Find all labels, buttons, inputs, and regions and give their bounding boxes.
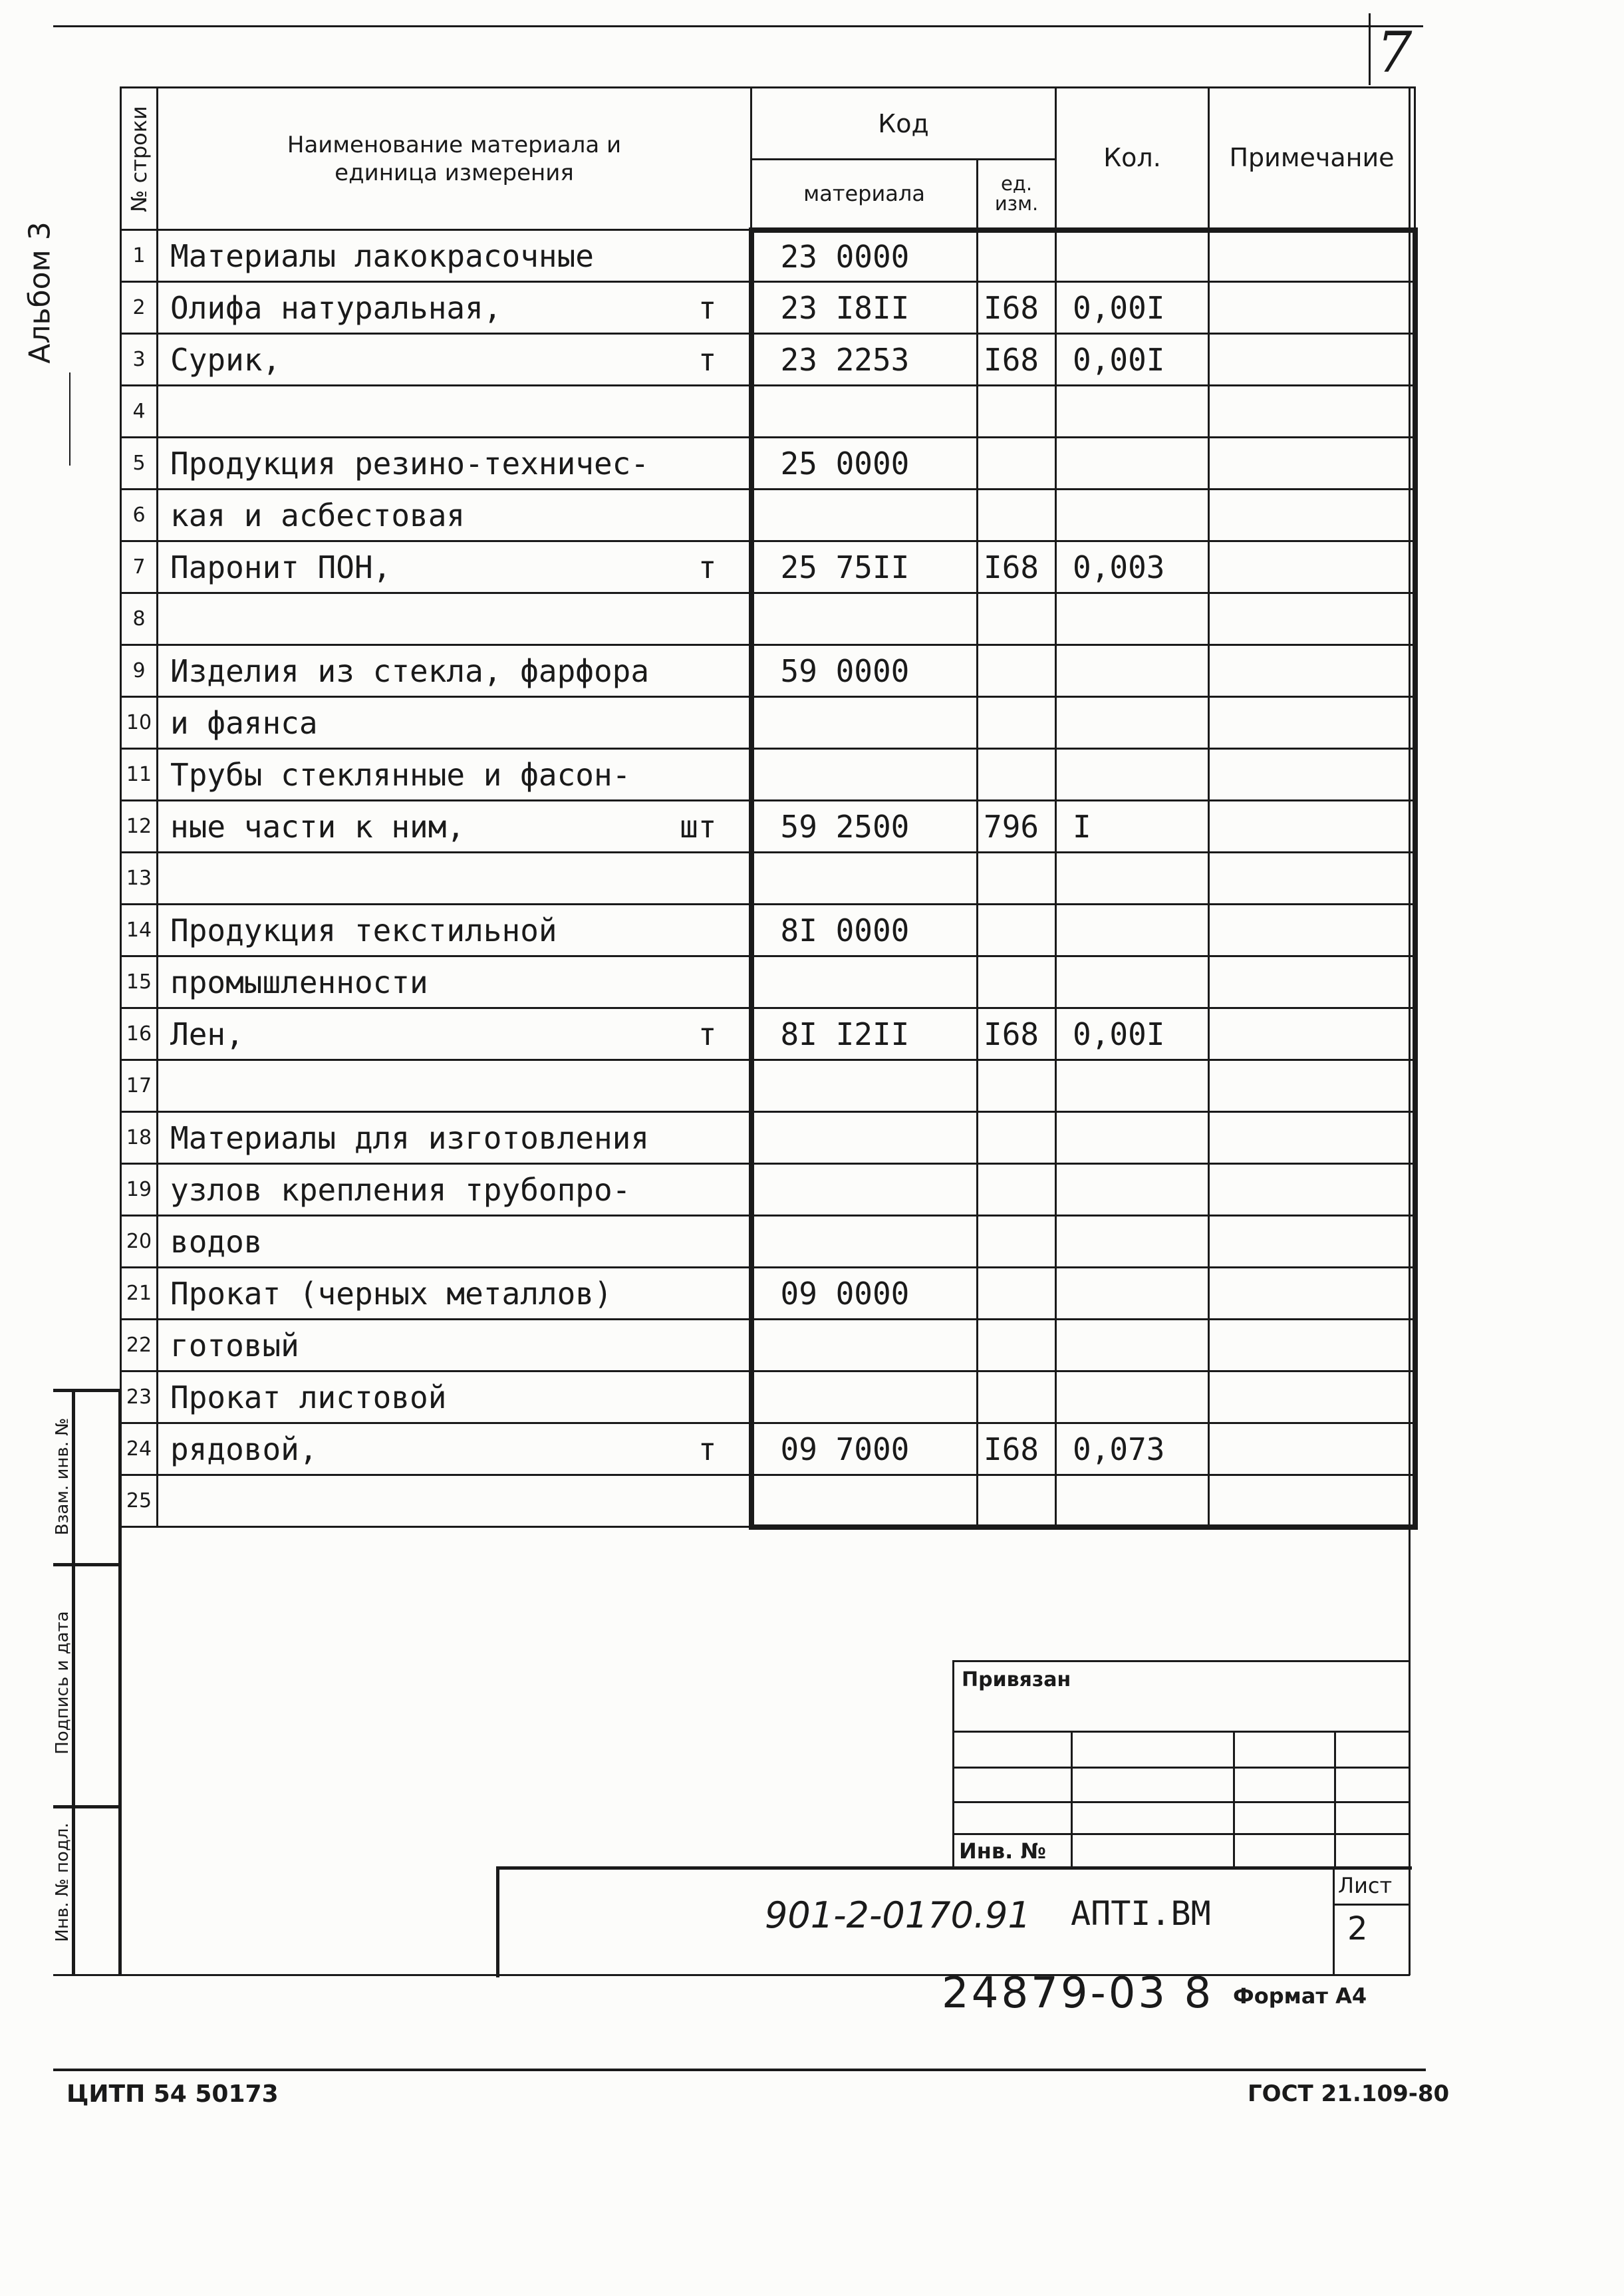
quantity: 0,00I <box>1056 282 1209 334</box>
material-name: водов <box>170 1223 263 1260</box>
material-code: 23 I8II <box>751 282 978 334</box>
row-number: 1 <box>121 230 158 282</box>
privyazan-col-2 <box>1233 1731 1235 1868</box>
note <box>1209 1216 1415 1268</box>
unit-code <box>978 1268 1056 1320</box>
row-number: 11 <box>121 749 158 801</box>
material-code <box>751 386 978 438</box>
material-unit: т <box>698 549 717 585</box>
row-number: 8 <box>121 593 158 645</box>
material-name: Продукция резино-техничес- <box>170 445 650 482</box>
material-code <box>751 697 978 749</box>
material-code <box>751 490 978 541</box>
quantity <box>1056 697 1209 749</box>
material-name: промышленности <box>170 964 428 1000</box>
material-code: 8I 0000 <box>751 905 978 956</box>
list-value: 2 <box>1347 1910 1368 1947</box>
row-number: 22 <box>121 1320 158 1371</box>
note <box>1209 1112 1415 1164</box>
unit-code: 796 <box>978 801 1056 853</box>
side-stamp-podpis: Подпись и дата <box>53 1611 72 1755</box>
material-code <box>751 593 978 645</box>
privyazan-row-4 <box>952 1833 1409 1835</box>
table-row <box>121 1060 1415 1112</box>
material-name-cell <box>158 593 751 645</box>
album-label: Альбом 3 <box>23 221 57 364</box>
unit-code: I68 <box>978 282 1056 334</box>
quantity <box>1056 593 1209 645</box>
header-note: Примечание <box>1209 88 1415 230</box>
unit-code <box>978 1475 1056 1527</box>
note <box>1209 438 1415 490</box>
privyazan-row-2 <box>952 1767 1409 1769</box>
material-name-cell <box>158 749 751 801</box>
material-name: Трубы стеклянные и фасон- <box>170 756 631 793</box>
document-code: 901-2-0170.91 <box>765 1894 1031 1936</box>
note <box>1209 1320 1415 1371</box>
quantity <box>1056 1268 1209 1320</box>
table-row <box>121 1112 1415 1164</box>
material-name: узлов крепления трубопро- <box>170 1171 631 1208</box>
note <box>1209 1475 1415 1527</box>
unit-code: I68 <box>978 541 1056 593</box>
material-code: 23 2253 <box>751 334 978 386</box>
quantity <box>1056 386 1209 438</box>
quantity: 0,003 <box>1056 541 1209 593</box>
list-label: Лист <box>1338 1873 1393 1898</box>
table-row <box>121 490 1415 541</box>
table-row <box>121 230 1415 282</box>
quantity <box>1056 490 1209 541</box>
quantity <box>1056 1216 1209 1268</box>
material-name: Прокат (черных металлов) <box>170 1275 612 1312</box>
material-code: 09 0000 <box>751 1268 978 1320</box>
row-number: 15 <box>121 956 158 1008</box>
material-name-cell <box>158 853 751 905</box>
material-name-cell <box>158 697 751 749</box>
material-unit: т <box>698 1431 717 1467</box>
top-border-line <box>53 25 1423 27</box>
table-row <box>121 801 1415 853</box>
note <box>1209 1060 1415 1112</box>
table-row <box>121 905 1415 956</box>
material-name-cell <box>158 386 751 438</box>
unit-code <box>978 1216 1056 1268</box>
material-name-cell <box>158 1268 751 1320</box>
material-code: 59 0000 <box>751 645 978 697</box>
material-name: кая и асбестовая <box>170 497 466 533</box>
unit-code: I68 <box>978 1008 1056 1060</box>
quantity <box>1056 749 1209 801</box>
table-row <box>121 853 1415 905</box>
material-code <box>751 1164 978 1216</box>
quantity <box>1056 645 1209 697</box>
note <box>1209 645 1415 697</box>
table-row <box>121 334 1415 386</box>
note <box>1209 334 1415 386</box>
unit-code <box>978 645 1056 697</box>
material-code <box>751 853 978 905</box>
material-name-cell <box>158 334 751 386</box>
unit-code <box>978 1164 1056 1216</box>
unit-code <box>978 905 1056 956</box>
quantity <box>1056 1320 1209 1371</box>
material-name-cell <box>158 1423 751 1475</box>
unit-code <box>978 230 1056 282</box>
list-box-left <box>1333 1866 1335 1974</box>
materials-table-body <box>121 230 1415 1527</box>
note <box>1209 593 1415 645</box>
table-row <box>121 697 1415 749</box>
material-name-cell <box>158 1216 751 1268</box>
material-unit: т <box>698 1016 717 1052</box>
material-code: 8I I2II <box>751 1008 978 1060</box>
unit-code <box>978 438 1056 490</box>
material-name-cell <box>158 282 751 334</box>
note <box>1209 490 1415 541</box>
table-row <box>121 1320 1415 1371</box>
row-number: 7 <box>121 541 158 593</box>
archive-number: 24879-03 8 <box>942 1969 1214 2018</box>
side-stamp-outer-line <box>118 1390 122 1975</box>
material-name: Лен, <box>170 1016 244 1052</box>
note <box>1209 230 1415 282</box>
row-number: 13 <box>121 853 158 905</box>
privyazan-row-3 <box>952 1801 1409 1803</box>
unit-code <box>978 1060 1056 1112</box>
table-row <box>121 956 1415 1008</box>
album-side-mark <box>69 372 70 466</box>
header-unit-code: ед. изм. <box>978 160 1056 230</box>
table-row <box>121 282 1415 334</box>
note <box>1209 1164 1415 1216</box>
material-name-cell <box>158 438 751 490</box>
quantity <box>1056 905 1209 956</box>
material-name: Паронит ПОН, <box>170 549 392 585</box>
unit-code <box>978 1112 1056 1164</box>
header-quantity: Кол. <box>1056 88 1209 230</box>
unit-code <box>978 490 1056 541</box>
unit-code <box>978 593 1056 645</box>
material-code <box>751 1320 978 1371</box>
privyazan-col-1 <box>1071 1731 1073 1868</box>
note <box>1209 956 1415 1008</box>
material-unit: шт <box>680 808 717 845</box>
table-row <box>121 1268 1415 1320</box>
material-name: рядовой, <box>170 1431 318 1467</box>
quantity <box>1056 1475 1209 1527</box>
material-unit: т <box>698 289 717 326</box>
unit-code <box>978 386 1056 438</box>
unit-code <box>978 749 1056 801</box>
footer-left-code: ЦИТП 54 50173 <box>67 2081 279 2108</box>
row-number: 14 <box>121 905 158 956</box>
material-code <box>751 749 978 801</box>
side-stamp-top <box>53 1389 120 1392</box>
row-number: 9 <box>121 645 158 697</box>
header-material-code: материала <box>751 160 978 230</box>
side-stamp-vzam: Взам. инв. № <box>53 1417 72 1536</box>
footer-line <box>53 2069 1426 2071</box>
material-name-cell <box>158 956 751 1008</box>
table-row <box>121 438 1415 490</box>
material-code: 25 75II <box>751 541 978 593</box>
material-name-cell <box>158 1164 751 1216</box>
material-name-cell <box>158 1371 751 1423</box>
header-material-name: Наименование материала и единица измерения <box>158 88 751 230</box>
table-row <box>121 593 1415 645</box>
material-name: и фаянса <box>170 704 318 741</box>
material-code <box>751 1371 978 1423</box>
materials-table <box>120 86 1418 1530</box>
table-row <box>121 1371 1415 1423</box>
material-name: Прокат листовой <box>170 1379 447 1415</box>
material-code <box>751 1060 978 1112</box>
unit-code: I68 <box>978 1423 1056 1475</box>
format-label: Формат А4 <box>1233 1983 1367 2009</box>
quantity <box>1056 1112 1209 1164</box>
material-name: Продукция текстильной <box>170 912 557 948</box>
material-name: Олифа натуральная, <box>170 289 502 326</box>
table-row <box>121 1423 1415 1475</box>
table-row <box>121 749 1415 801</box>
material-code <box>751 1216 978 1268</box>
material-name: ные части к ним, <box>170 808 466 845</box>
inv-no-label: Инв. № <box>959 1838 1046 1864</box>
privyazan-col-3 <box>1334 1731 1336 1868</box>
quantity <box>1056 438 1209 490</box>
material-name-cell <box>158 801 751 853</box>
footer-gost: ГОСТ 21.109-80 <box>1248 2081 1450 2107</box>
quantity <box>1056 853 1209 905</box>
note <box>1209 541 1415 593</box>
material-name: Изделия из стекла, фарфора <box>170 652 650 689</box>
list-box-div <box>1333 1904 1409 1906</box>
privyazan-row-1 <box>952 1731 1409 1733</box>
row-number: 20 <box>121 1216 158 1268</box>
unit-code <box>978 956 1056 1008</box>
note <box>1209 749 1415 801</box>
material-name-cell <box>158 1475 751 1527</box>
row-number: 19 <box>121 1164 158 1216</box>
note <box>1209 1268 1415 1320</box>
material-name: Материалы для изготовления <box>170 1119 650 1156</box>
privyazan-label: Привязан <box>962 1668 1071 1691</box>
side-stamp-div-1 <box>53 1563 120 1566</box>
note <box>1209 386 1415 438</box>
side-stamp-inv-podl: Инв. № подл. <box>53 1822 72 1942</box>
table-row <box>121 1216 1415 1268</box>
material-name-cell <box>158 541 751 593</box>
document-suffix: АПТI.ВМ <box>1071 1894 1211 1933</box>
note <box>1209 1008 1415 1060</box>
page-number-box-left <box>1369 13 1371 85</box>
unit-code <box>978 853 1056 905</box>
side-stamp-div-2 <box>53 1805 120 1808</box>
material-name-cell <box>158 1112 751 1164</box>
note <box>1209 853 1415 905</box>
material-code: 59 2500 <box>751 801 978 853</box>
row-number: 24 <box>121 1423 158 1475</box>
row-number: 5 <box>121 438 158 490</box>
note <box>1209 282 1415 334</box>
note <box>1209 1423 1415 1475</box>
table-row <box>121 1008 1415 1060</box>
row-number: 16 <box>121 1008 158 1060</box>
row-number: 17 <box>121 1060 158 1112</box>
quantity <box>1056 1164 1209 1216</box>
material-code: 23 0000 <box>751 230 978 282</box>
table-row <box>121 1164 1415 1216</box>
table-row <box>121 1475 1415 1527</box>
unit-code <box>978 697 1056 749</box>
quantity <box>1056 1371 1209 1423</box>
row-number: 23 <box>121 1371 158 1423</box>
material-name-cell <box>158 490 751 541</box>
header-row-number: № строки <box>121 88 158 230</box>
note <box>1209 1371 1415 1423</box>
quantity: 0,00I <box>1056 334 1209 386</box>
unit-code: I68 <box>978 334 1056 386</box>
material-name-cell <box>158 230 751 282</box>
row-number: 21 <box>121 1268 158 1320</box>
header-code: Код <box>751 88 1056 160</box>
quantity <box>1056 956 1209 1008</box>
table-row <box>121 386 1415 438</box>
quantity: I <box>1056 801 1209 853</box>
row-number: 12 <box>121 801 158 853</box>
unit-code <box>978 1371 1056 1423</box>
material-unit: т <box>698 341 717 378</box>
table-row <box>121 541 1415 593</box>
material-code: 09 7000 <box>751 1423 978 1475</box>
row-number: 10 <box>121 697 158 749</box>
material-name-cell <box>158 905 751 956</box>
row-number: 4 <box>121 386 158 438</box>
note <box>1209 697 1415 749</box>
material-name: готовый <box>170 1327 299 1363</box>
quantity <box>1056 230 1209 282</box>
row-number: 18 <box>121 1112 158 1164</box>
quantity: 0,073 <box>1056 1423 1209 1475</box>
row-number: 25 <box>121 1475 158 1527</box>
row-number: 3 <box>121 334 158 386</box>
note <box>1209 905 1415 956</box>
material-code: 25 0000 <box>751 438 978 490</box>
material-name: Сурик, <box>170 341 281 378</box>
note <box>1209 801 1415 853</box>
table-row <box>121 645 1415 697</box>
quantity: 0,00I <box>1056 1008 1209 1060</box>
row-number: 2 <box>121 282 158 334</box>
material-name: Материалы лакокрасочные <box>170 237 594 274</box>
page-number: 7 <box>1377 20 1413 85</box>
quantity <box>1056 1060 1209 1112</box>
material-name-cell <box>158 1320 751 1371</box>
unit-code <box>978 1320 1056 1371</box>
material-code <box>751 1475 978 1527</box>
material-name-cell <box>158 1060 751 1112</box>
material-name-cell <box>158 1008 751 1060</box>
material-name-cell <box>158 645 751 697</box>
material-code <box>751 956 978 1008</box>
row-number: 6 <box>121 490 158 541</box>
material-code <box>751 1112 978 1164</box>
